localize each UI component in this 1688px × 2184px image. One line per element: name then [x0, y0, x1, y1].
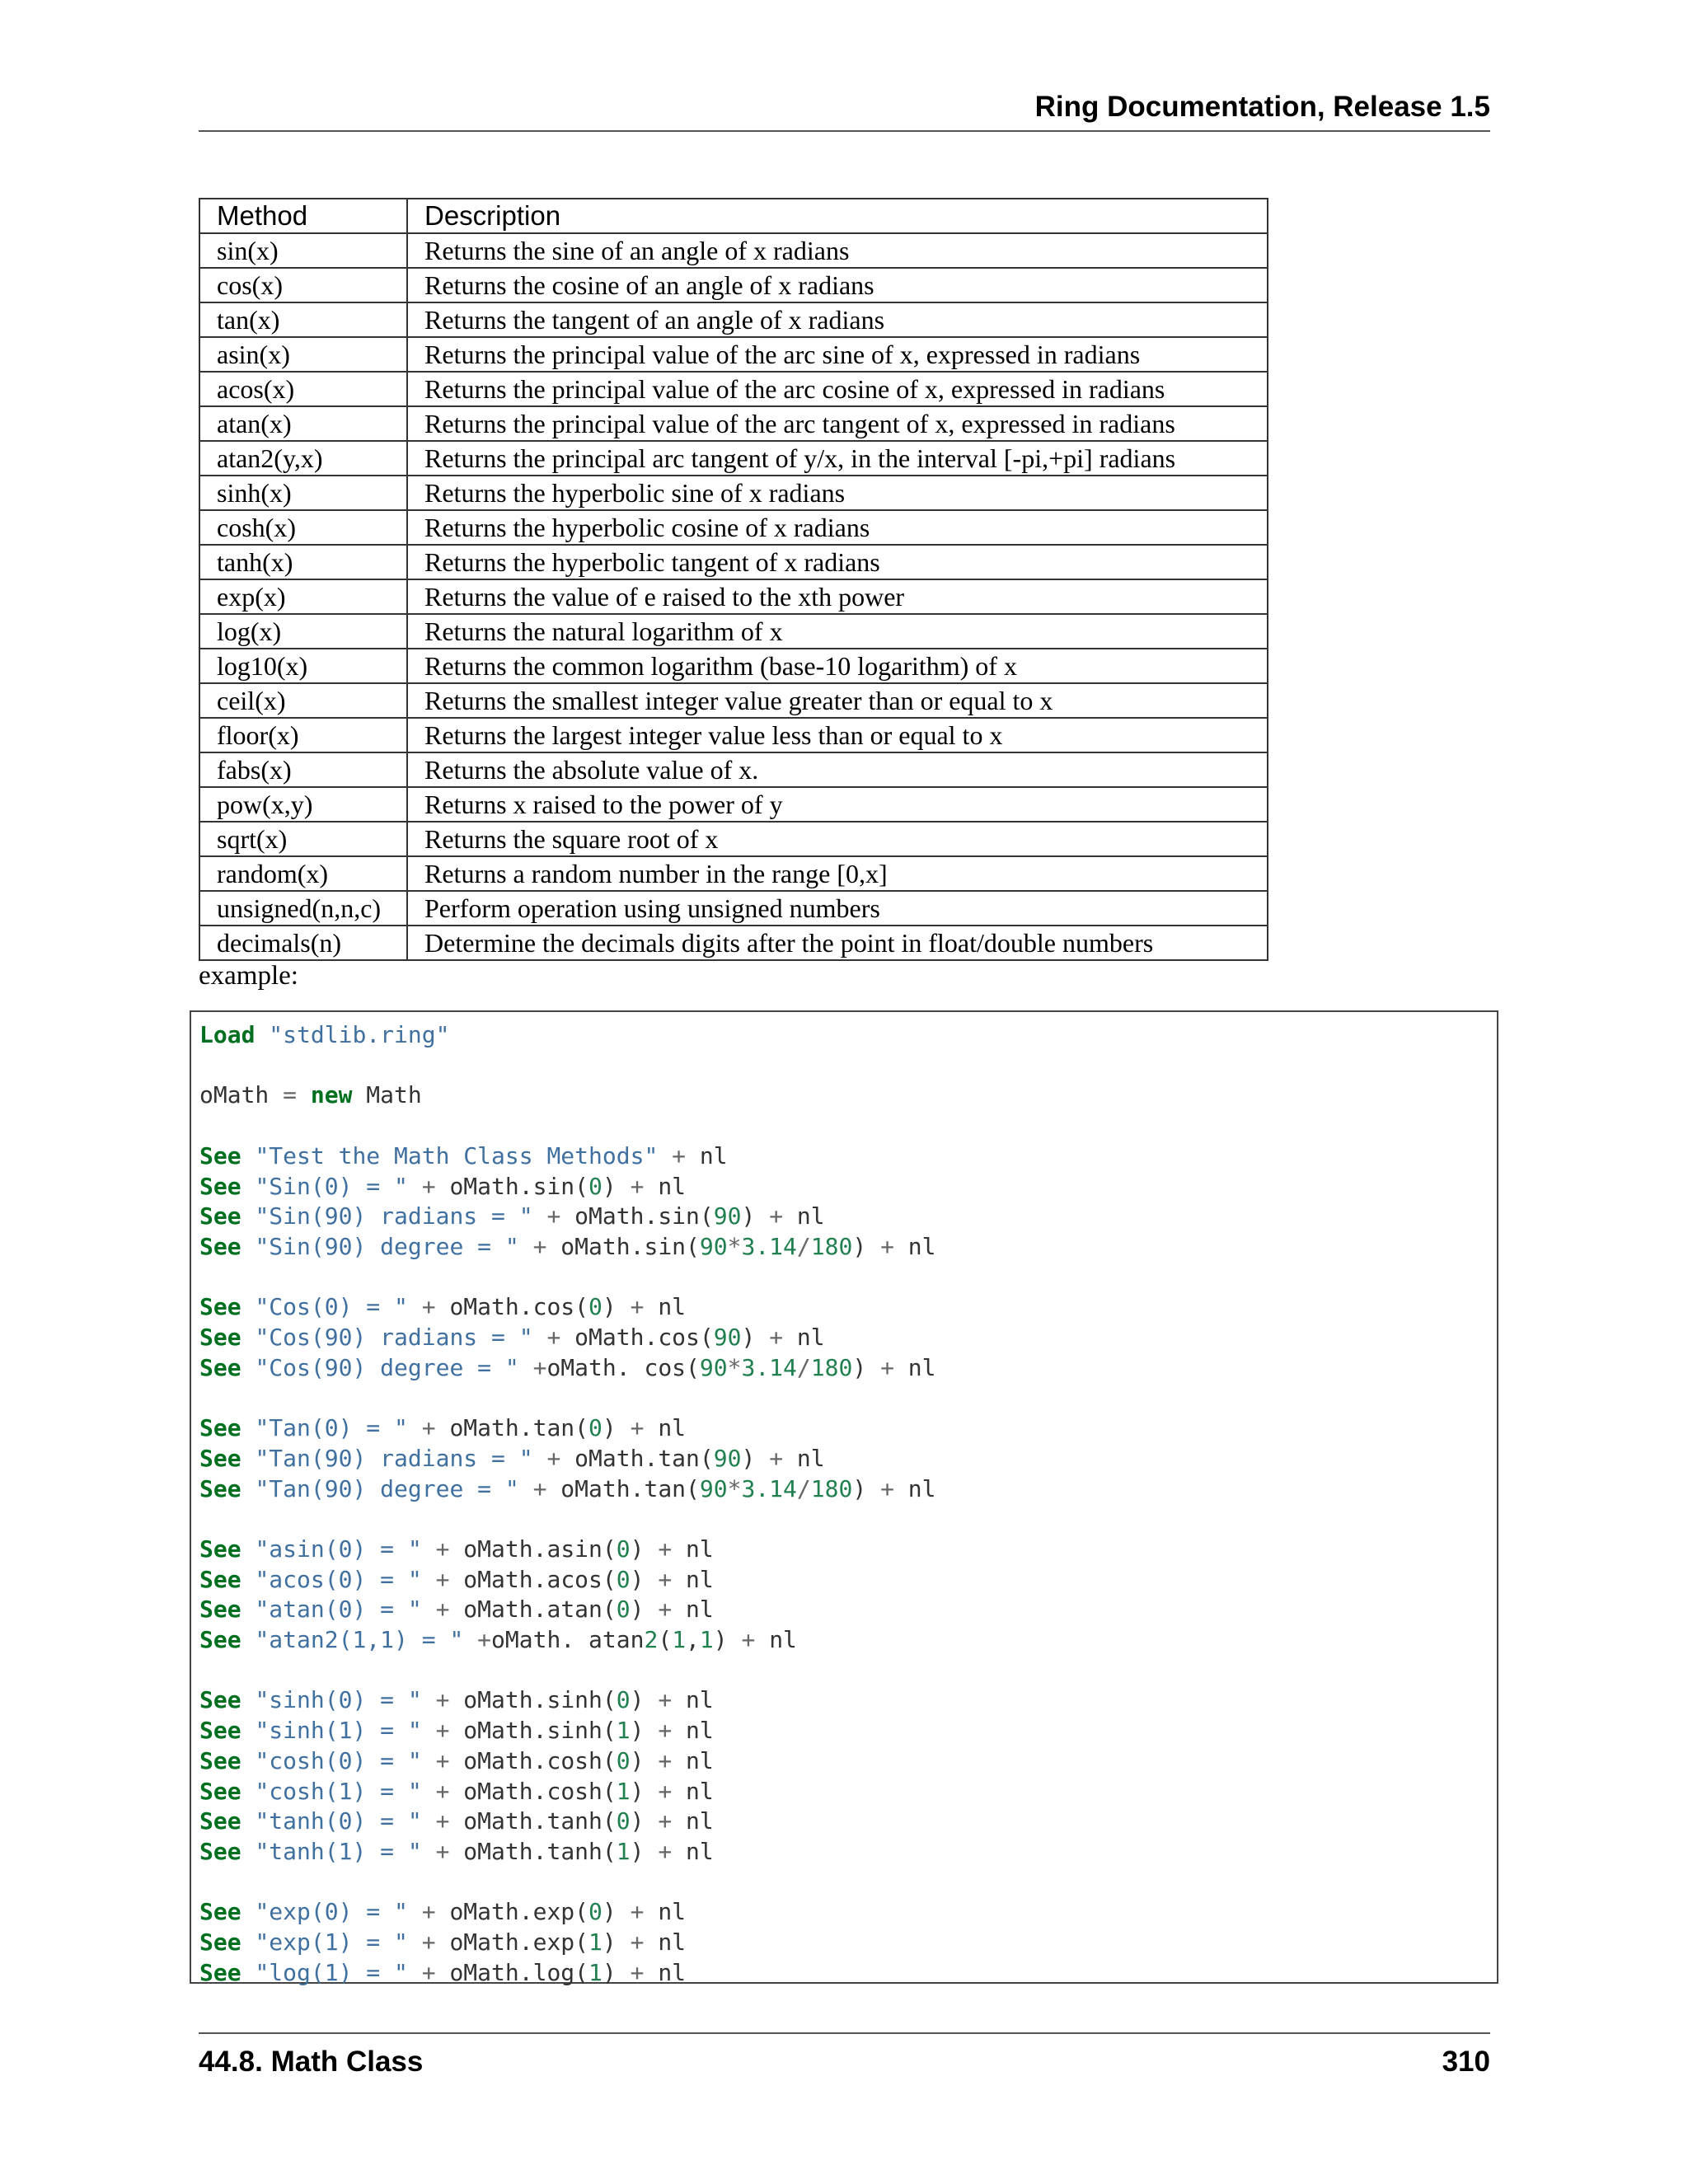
method-cell: acos(x): [199, 372, 407, 406]
code-line: See "Sin(90) degree = " + oMath.sin(90*3.14/180) + nl: [199, 1232, 936, 1260]
page-header: [199, 91, 1490, 132]
code-line: See "Tan(90) radians = " + oMath.tan(90) + nl: [199, 1444, 825, 1472]
table-row: [199, 926, 1268, 960]
table-row: [199, 718, 1268, 752]
column-header-method: Method: [199, 199, 407, 233]
description-cell: Returns the principal value of the arc sine of x, expressed in radians: [407, 337, 1268, 372]
table-row: [199, 579, 1268, 614]
code-line: See "cosh(1) = " + oMath.cosh(1) + nl: [199, 1777, 714, 1805]
method-cell: pow(x,y): [199, 787, 407, 822]
method-cell: asin(x): [199, 337, 407, 372]
description-cell: Returns the principal value of the arc cosine of x, expressed in radians: [407, 372, 1268, 406]
table-row: [199, 752, 1268, 787]
description-cell: Perform operation using unsigned numbers: [407, 891, 1268, 926]
method-cell: floor(x): [199, 718, 407, 752]
table-row: [199, 372, 1268, 406]
code-line: See "Sin(0) = " + oMath.sin(0) + nl: [199, 1172, 687, 1200]
code-line: See "exp(0) = " + oMath.exp(0) + nl: [199, 1898, 687, 1926]
code-line: See "Tan(0) = " + oMath.tan(0) + nl: [199, 1414, 687, 1442]
table-header-row: [199, 199, 1268, 233]
method-cell: tanh(x): [199, 545, 407, 579]
document-title: Ring Documentation, Release 1.5: [1034, 91, 1490, 123]
code-line: See "Cos(90) radians = " + oMath.cos(90) + nl: [199, 1324, 825, 1351]
code-line: See "Tan(90) degree = " + oMath.tan(90*3.14/180) + nl: [199, 1474, 936, 1502]
table-row: [199, 545, 1268, 579]
description-cell: Returns the sine of an angle of x radians: [407, 233, 1268, 268]
page-number: 310: [1442, 2046, 1490, 2078]
code-line: oMath = new Math: [199, 1081, 422, 1109]
description-cell: Returns the value of e raised to the xth power: [407, 579, 1268, 614]
code-line: See "sinh(1) = " + oMath.sinh(1) + nl: [199, 1717, 714, 1745]
description-cell: Returns a random number in the range [0,x]: [407, 856, 1268, 891]
table-row: [199, 649, 1268, 683]
table-row: [199, 822, 1268, 856]
description-cell: Returns the largest integer value less than or equal to x: [407, 718, 1268, 752]
method-cell: sin(x): [199, 233, 407, 268]
description-cell: Returns the tangent of an angle of x radians: [407, 302, 1268, 337]
table-row: [199, 891, 1268, 926]
method-cell: fabs(x): [199, 752, 407, 787]
description-cell: Returns the natural logarithm of x: [407, 614, 1268, 649]
method-cell: log(x): [199, 614, 407, 649]
description-cell: Returns the absolute value of x.: [407, 752, 1268, 787]
code-line: Load "stdlib.ring": [199, 1021, 450, 1048]
page-footer: [199, 2032, 1490, 2078]
code-line: See "asin(0) = " + oMath.asin(0) + nl: [199, 1535, 714, 1563]
method-cell: log10(x): [199, 649, 407, 683]
code-line: See "atan(0) = " + oMath.atan(0) + nl: [199, 1596, 714, 1624]
table-row: [199, 302, 1268, 337]
method-cell: cos(x): [199, 268, 407, 302]
code-line: See "Test the Math Class Methods" + nl: [199, 1141, 728, 1169]
description-cell: Returns the common logarithm (base-10 logarithm) of x: [407, 649, 1268, 683]
description-cell: Returns the principal arc tangent of y/x, in the interval [-pi,+pi] radians: [407, 441, 1268, 476]
code-line: See "exp(1) = " + oMath.exp(1) + nl: [199, 1929, 687, 1956]
description-cell: Returns the hyperbolic tangent of x radians: [407, 545, 1268, 579]
method-cell: atan(x): [199, 406, 407, 441]
description-cell: Returns the smallest integer value greater than or equal to x: [407, 683, 1268, 718]
method-cell: sqrt(x): [199, 822, 407, 856]
table-row: [199, 683, 1268, 718]
code-line: See "log(1) = " + oMath.log(1) + nl: [199, 1958, 687, 1986]
description-cell: Returns the cosine of an angle of x radians: [407, 268, 1268, 302]
description-cell: Returns the square root of x: [407, 822, 1268, 856]
description-cell: Returns x raised to the power of y: [407, 787, 1268, 822]
footer-section-title: 44.8. Math Class: [199, 2046, 424, 2078]
table-row: [199, 476, 1268, 510]
table-body: [199, 233, 1268, 960]
code-line: See "tanh(1) = " + oMath.tanh(1) + nl: [199, 1837, 714, 1865]
method-cell: ceil(x): [199, 683, 407, 718]
example-label: example:: [199, 961, 298, 991]
code-line: See "atan2(1,1) = " +oMath. atan2(1,1) + nl: [199, 1626, 797, 1653]
math-methods-table: [199, 198, 1268, 961]
table-row: [199, 406, 1268, 441]
code-block: [190, 1010, 1498, 1984]
table-row: [199, 233, 1268, 268]
code-line: See "sinh(0) = " + oMath.sinh(0) + nl: [199, 1686, 714, 1714]
code-line: See "tanh(0) = " + oMath.tanh(0) + nl: [199, 1807, 714, 1835]
description-cell: Returns the hyperbolic cosine of x radians: [407, 510, 1268, 545]
table-row: [199, 787, 1268, 822]
method-cell: atan2(y,x): [199, 441, 407, 476]
code-line: See "acos(0) = " + oMath.acos(0) + nl: [199, 1565, 714, 1593]
table-row: [199, 268, 1268, 302]
method-cell: unsigned(n,n,c): [199, 891, 407, 926]
table-row: [199, 441, 1268, 476]
code-line: See "Cos(90) degree = " +oMath. cos(90*3.14/180) + nl: [199, 1353, 936, 1381]
description-cell: Determine the decimals digits after the point in float/double numbers: [407, 926, 1268, 960]
table-row: [199, 614, 1268, 649]
column-header-description: Description: [407, 199, 1268, 233]
code-line: See "cosh(0) = " + oMath.cosh(0) + nl: [199, 1746, 714, 1774]
method-cell: sinh(x): [199, 476, 407, 510]
method-cell: cosh(x): [199, 510, 407, 545]
code-line: See "Cos(0) = " + oMath.cos(0) + nl: [199, 1293, 687, 1321]
code-line: See "Sin(90) radians = " + oMath.sin(90) + nl: [199, 1202, 825, 1230]
table-row: [199, 337, 1268, 372]
table-row: [199, 510, 1268, 545]
description-cell: Returns the hyperbolic sine of x radians: [407, 476, 1268, 510]
method-cell: exp(x): [199, 579, 407, 614]
description-cell: Returns the principal value of the arc tangent of x, expressed in radians: [407, 406, 1268, 441]
method-cell: random(x): [199, 856, 407, 891]
method-cell: decimals(n): [199, 926, 407, 960]
table-row: [199, 856, 1268, 891]
method-cell: tan(x): [199, 302, 407, 337]
